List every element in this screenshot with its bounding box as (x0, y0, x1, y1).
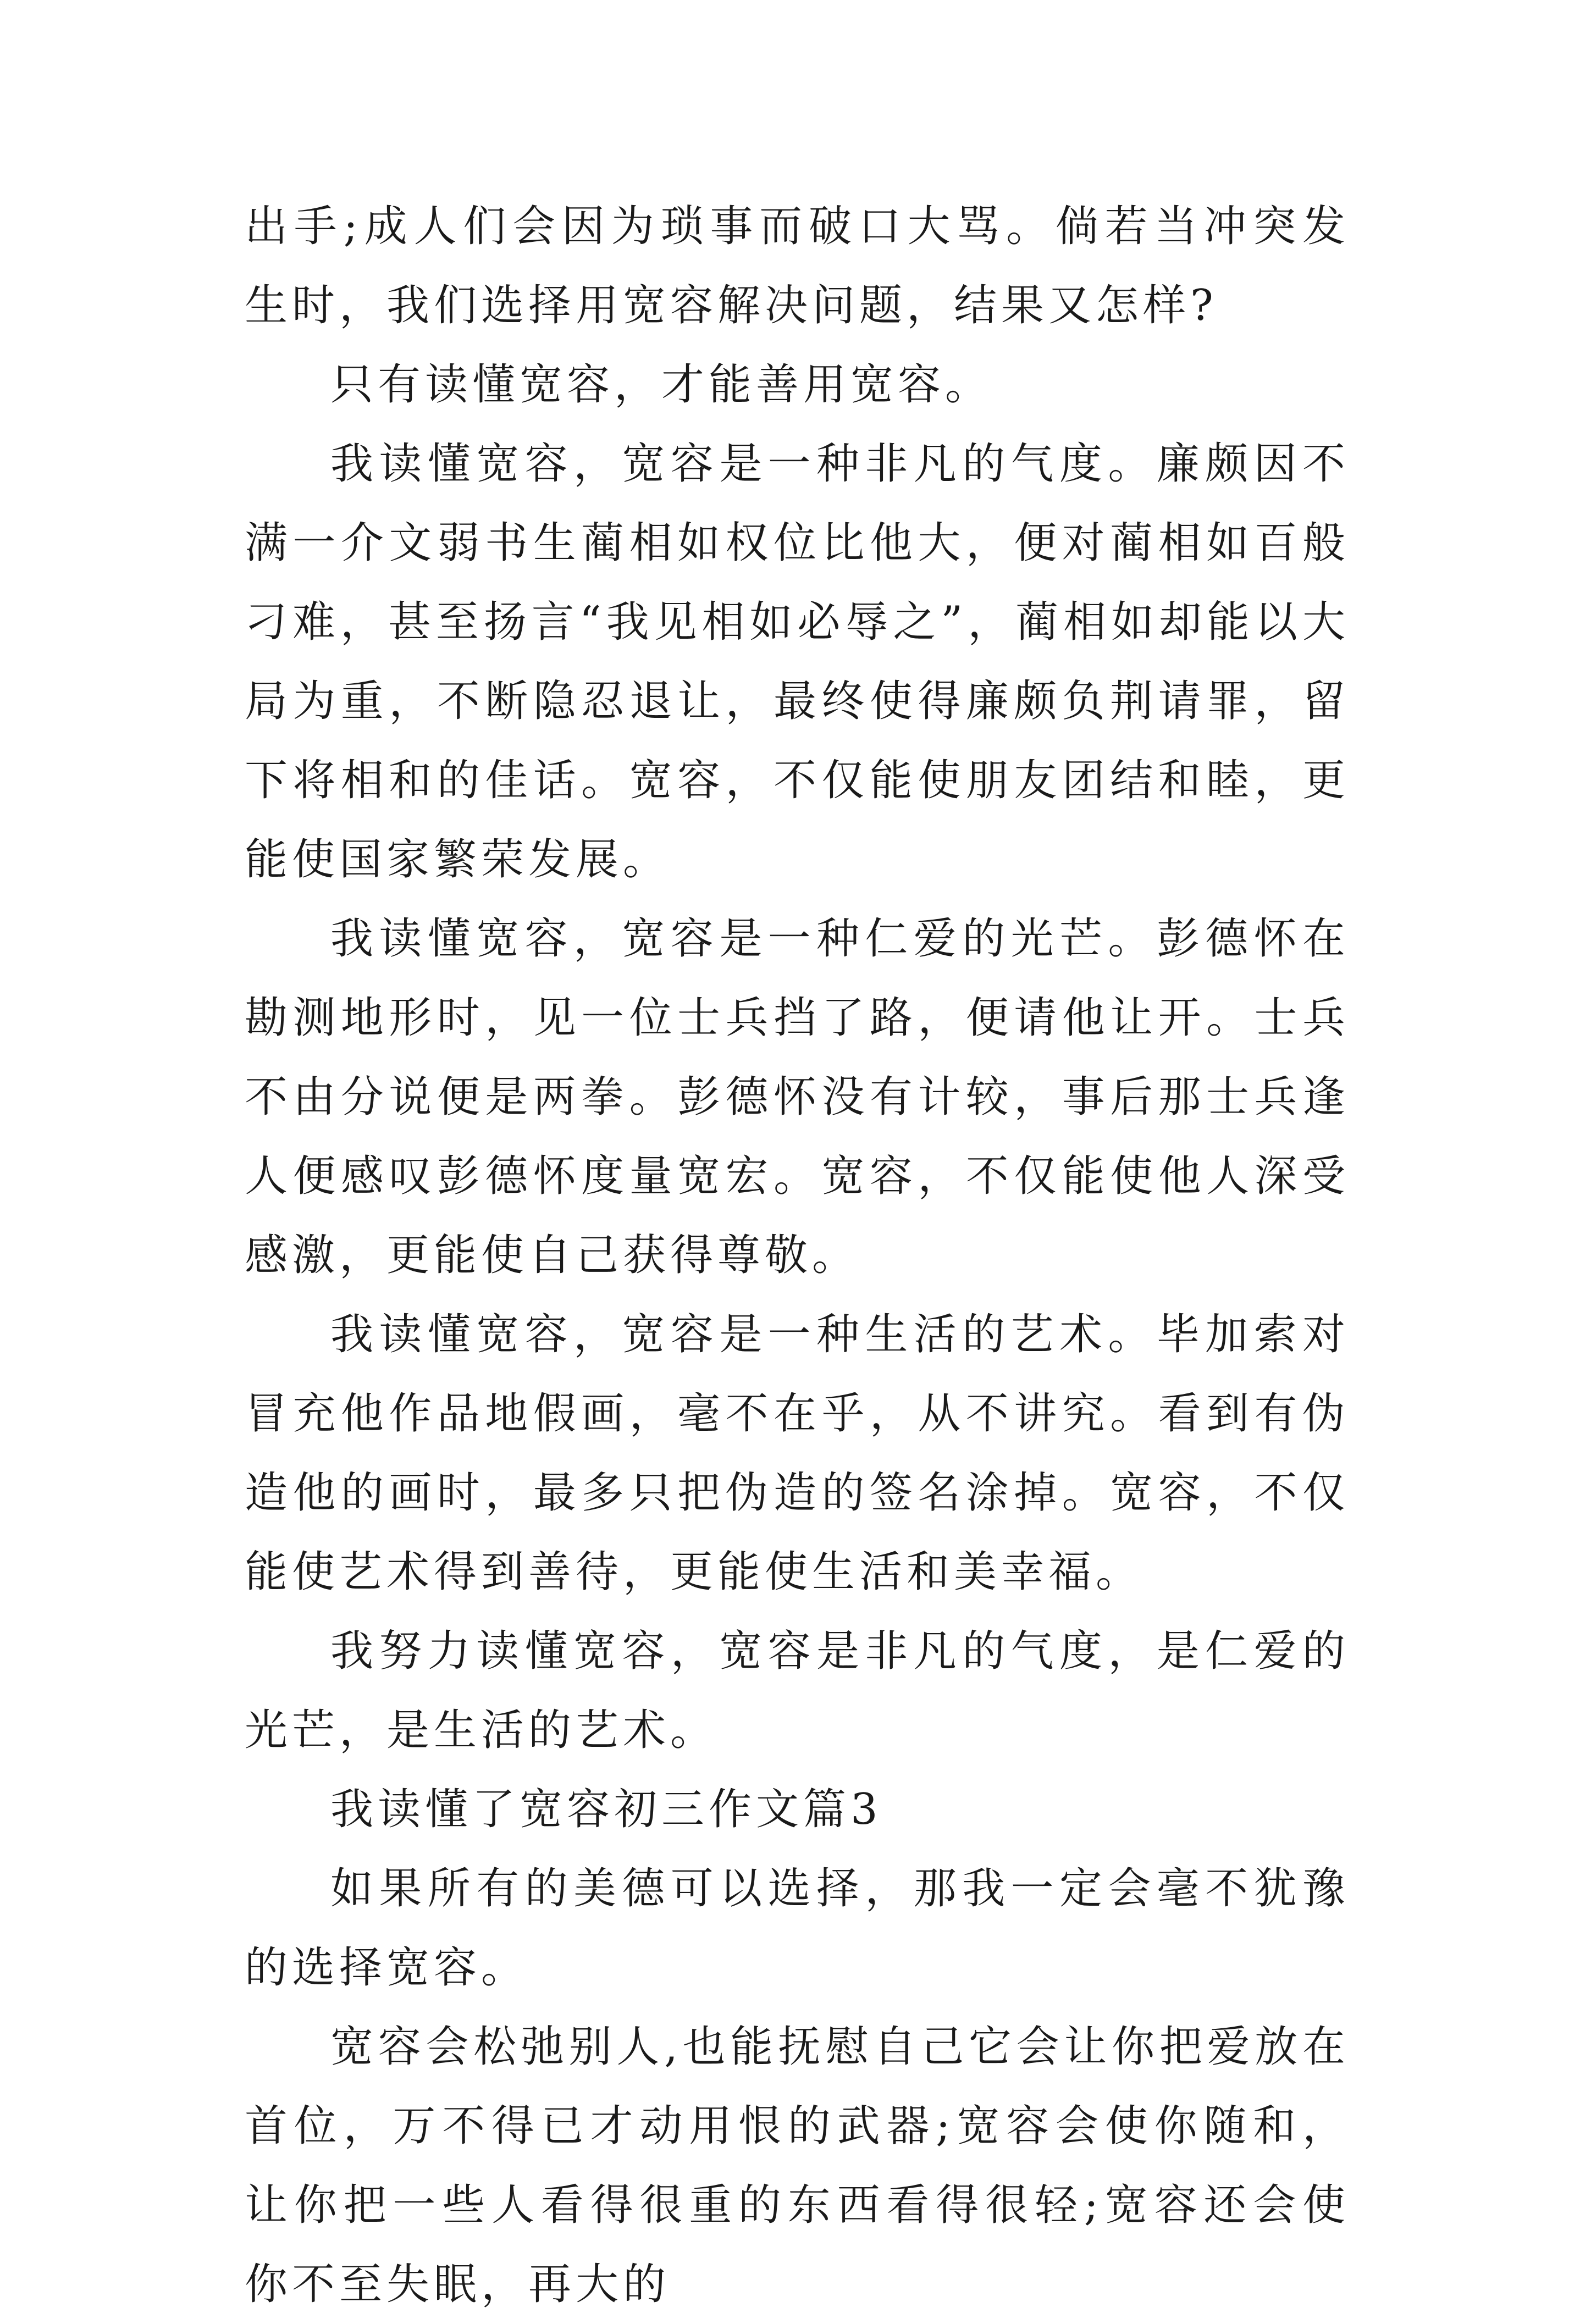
paragraph-6: 我努力读懂宽容，宽容是非凡的气度，是仁爱的光芒，是生活的艺术。 (245, 1626, 1350, 1755)
paragraph-4: 我读懂宽容，宽容是一种仁爱的光芒。彭德怀在勘测地形时，见一位士兵挡了路，便请他让开。士兵不由分说便是两拳。彭德怀没有计较，事后那士兵逢人便感叹彭德怀度量宽宏。宽容，不仅能使他人深受感激，更能使自己获得尊敬。 (245, 914, 1350, 1280)
paragraph-5: 我读懂宽容，宽容是一种生活的艺术。毕加索对冒充他作品地假画，毫不在乎，从不讲究。看到有伪造他的画时，最多只把伪造的签名涂掉。宽容，不仅能使艺术得到善待，更能使生活和美幸福。 (245, 1310, 1350, 1597)
document-body (245, 187, 1350, 2324)
paragraph-8: 宽容会松弛别人,也能抚慰自己它会让你把爱放在首位，万不得已才动用恨的武器;宽容会使你随和，让你把一些人看得很重的东西看得很轻;宽容还会使你不至失眠，再大的 (245, 2022, 1350, 2309)
paragraph-1: 出手;成人们会因为琐事而破口大骂。倘若当冲突发生时，我们选择用宽容解决问题，结果又怎样? (245, 202, 1350, 330)
paragraph-2: 只有读懂宽容，才能善用宽容。 (330, 360, 993, 410)
paragraph-7: 如果所有的美德可以选择，那我一定会毫不犹豫的选择宽容。 (245, 1864, 1350, 1993)
section-heading: 我读懂了宽容初三作文篇3 (330, 1785, 882, 1834)
paragraph-3: 我读懂宽容，宽容是一种非凡的气度。廉颇因不满一介文弱书生蔺相如权位比他大，便对蔺相如百般刁难，甚至扬言“我见相如必辱之”，蔺相如却能以大局为重，不断隐忍退让，最终使得廉颇负荆请罪，留下将相和的佳话。宽容，不仅能使朋友团结和睦，更能使国家繁荣发展。 (245, 439, 1350, 884)
